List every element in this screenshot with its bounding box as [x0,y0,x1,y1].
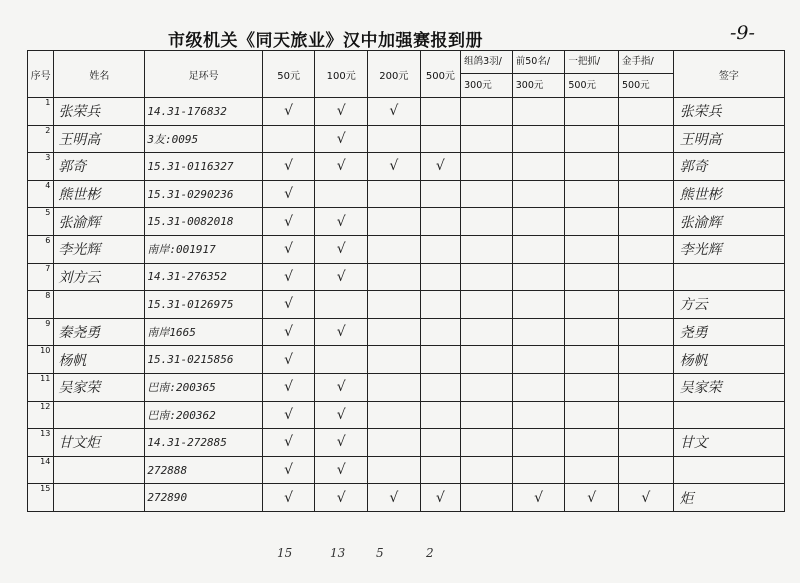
row-number: 12 [28,401,54,429]
ring-number: 南岸1665 [145,318,262,346]
check-500 [420,125,460,153]
player-name: 张荣兵 [54,98,145,126]
ring-number: 巴南:200362 [145,401,262,429]
player-name: 吴家荣 [54,373,145,401]
check-200 [368,373,421,401]
total-100: 13 [330,546,346,560]
player-name: 熊世彬 [54,180,145,208]
check-200 [368,456,421,484]
check-top50 [512,401,565,429]
check-50: √ [262,263,315,291]
signature: 郭奇 [673,153,784,181]
check-grab [565,125,619,153]
check-group3 [461,235,513,263]
check-top50: √ [512,484,565,512]
check-100: √ [315,456,368,484]
ring-number: 272890 [145,484,262,512]
col-sign: 签字 [673,51,784,98]
check-500 [420,429,460,457]
signature: 尧勇 [673,318,784,346]
check-500: √ [420,484,460,512]
signature: 吴家荣 [673,373,784,401]
signature: 炬 [673,484,784,512]
check-grab [565,291,619,319]
check-100: √ [315,235,368,263]
check-group3 [461,180,513,208]
table-row [28,346,785,374]
signature: 张渝辉 [673,208,784,236]
check-top50 [512,318,565,346]
row-number: 9 [28,318,54,346]
check-group3 [461,98,513,126]
signature: 甘文 [673,429,784,457]
check-grab [565,180,619,208]
row-number: 1 [28,98,54,126]
player-name [54,484,145,512]
check-top50 [512,180,565,208]
check-gold [618,98,673,126]
check-500 [420,456,460,484]
total-500: 2 [426,546,434,560]
check-200 [368,291,421,319]
table-row [28,98,785,126]
page-title: 市级机关《同天旅业》汉中加强赛报到册 [168,31,483,51]
row-number: 14 [28,456,54,484]
check-200 [368,208,421,236]
check-200: √ [368,98,421,126]
registration-table [27,50,785,512]
check-500 [420,208,460,236]
col-grab: 一把抓/ 500元 [565,51,619,98]
check-100 [315,291,368,319]
check-50: √ [262,180,315,208]
table-row [28,208,785,236]
col-100: 100元 [315,51,368,98]
ring-number: 14.31-276352 [145,263,262,291]
check-500 [420,98,460,126]
check-gold [618,235,673,263]
signature: 李光辉 [673,235,784,263]
check-200 [368,125,421,153]
check-50: √ [262,401,315,429]
check-100 [315,346,368,374]
check-top50 [512,98,565,126]
check-top50 [512,346,565,374]
player-name: 张渝辉 [54,208,145,236]
col-200: 200元 [368,51,421,98]
table-row [28,429,785,457]
table-row [28,291,785,319]
check-100: √ [315,153,368,181]
check-50 [262,125,315,153]
check-top50 [512,235,565,263]
check-gold [618,373,673,401]
col-ring: 足环号 [145,51,262,98]
player-name [54,401,145,429]
check-group3 [461,125,513,153]
row-number: 11 [28,373,54,401]
check-grab [565,373,619,401]
check-50: √ [262,318,315,346]
col-group3: 组鸽3羽/ 300元 [461,51,513,98]
row-number: 7 [28,263,54,291]
check-grab [565,429,619,457]
check-group3 [461,401,513,429]
signature: 熊世彬 [673,180,784,208]
check-50: √ [262,153,315,181]
player-name: 秦尧勇 [54,318,145,346]
row-number: 8 [28,291,54,319]
check-top50 [512,373,565,401]
check-group3 [461,456,513,484]
row-number: 6 [28,235,54,263]
check-50: √ [262,98,315,126]
check-group3 [461,346,513,374]
check-100: √ [315,484,368,512]
check-100 [315,180,368,208]
check-500 [420,263,460,291]
check-group3 [461,429,513,457]
check-200 [368,263,421,291]
signature: 王明高 [673,125,784,153]
ring-number: 14.31-272885 [145,429,262,457]
ring-number: 3友:0095 [145,125,262,153]
row-number: 15 [28,484,54,512]
check-top50 [512,125,565,153]
col-500: 500元 [420,51,460,98]
player-name: 王明高 [54,125,145,153]
check-grab [565,153,619,181]
table-row [28,125,785,153]
check-500 [420,373,460,401]
check-gold [618,318,673,346]
check-grab [565,318,619,346]
table-row [28,318,785,346]
check-grab [565,208,619,236]
col-50: 50元 [262,51,315,98]
check-500 [420,291,460,319]
col-name: 姓名 [54,51,145,98]
row-number: 5 [28,208,54,236]
row-number: 2 [28,125,54,153]
check-200: √ [368,153,421,181]
check-500 [420,235,460,263]
check-grab [565,98,619,126]
check-500 [420,401,460,429]
check-group3 [461,263,513,291]
check-50: √ [262,208,315,236]
check-200 [368,429,421,457]
signature: 方云 [673,291,784,319]
player-name: 李光辉 [54,235,145,263]
check-gold [618,429,673,457]
ring-number: 15.31-0215856 [145,346,262,374]
ring-number: 南岸:001917 [145,235,262,263]
row-number: 4 [28,180,54,208]
table-row [28,263,785,291]
row-number: 13 [28,429,54,457]
check-grab [565,235,619,263]
check-grab [565,456,619,484]
check-gold [618,180,673,208]
check-500 [420,346,460,374]
ring-number: 15.31-0082018 [145,208,262,236]
check-100: √ [315,401,368,429]
check-top50 [512,429,565,457]
check-grab [565,346,619,374]
check-gold [618,291,673,319]
check-50: √ [262,456,315,484]
signature [673,401,784,429]
check-100: √ [315,208,368,236]
player-name: 郭奇 [54,153,145,181]
check-500 [420,318,460,346]
check-gold [618,263,673,291]
check-500 [420,180,460,208]
check-group3 [461,373,513,401]
check-grab [565,401,619,429]
total-50: 15 [277,546,293,560]
player-name: 杨帆 [54,346,145,374]
header-row [28,51,785,98]
signature: 杨帆 [673,346,784,374]
table-row [28,401,785,429]
ring-number: 272888 [145,456,262,484]
total-200: 5 [376,546,384,560]
check-100: √ [315,125,368,153]
check-100: √ [315,318,368,346]
ring-number: 巴南:200365 [145,373,262,401]
check-100: √ [315,373,368,401]
col-top50: 前50名/ 300元 [512,51,565,98]
check-group3 [461,208,513,236]
ring-number: 14.31-176832 [145,98,262,126]
table-row [28,180,785,208]
check-top50 [512,263,565,291]
signature [673,456,784,484]
row-number: 10 [28,346,54,374]
row-number: 3 [28,153,54,181]
check-gold [618,153,673,181]
check-50: √ [262,235,315,263]
table-row [28,153,785,181]
ring-number: 15.31-0116327 [145,153,262,181]
check-200 [368,318,421,346]
check-200: √ [368,484,421,512]
ring-number: 15.31-0126975 [145,291,262,319]
check-top50 [512,456,565,484]
check-gold [618,346,673,374]
check-50: √ [262,373,315,401]
player-name [54,291,145,319]
table-row [28,484,785,512]
signature: 张荣兵 [673,98,784,126]
check-group3 [461,318,513,346]
col-seq: 序号 [28,51,54,98]
player-name: 甘文炬 [54,429,145,457]
check-gold: √ [618,484,673,512]
check-gold [618,125,673,153]
player-name [54,456,145,484]
check-top50 [512,153,565,181]
check-gold [618,456,673,484]
table-row [28,235,785,263]
check-gold [618,208,673,236]
check-200 [368,180,421,208]
check-top50 [512,208,565,236]
page-number: -9- [730,22,755,44]
table-row [28,456,785,484]
check-200 [368,401,421,429]
col-gold: 金手指/ 500元 [618,51,673,98]
table-row [28,373,785,401]
check-500: √ [420,153,460,181]
check-group3 [461,291,513,319]
check-50: √ [262,429,315,457]
check-50: √ [262,484,315,512]
check-group3 [461,153,513,181]
check-group3 [461,484,513,512]
check-200 [368,235,421,263]
player-name: 刘方云 [54,263,145,291]
check-50: √ [262,346,315,374]
check-50: √ [262,291,315,319]
check-100: √ [315,263,368,291]
check-top50 [512,291,565,319]
table-body [28,98,785,512]
check-grab [565,263,619,291]
signature [673,263,784,291]
check-gold [618,401,673,429]
check-grab: √ [565,484,619,512]
check-100: √ [315,98,368,126]
check-100: √ [315,429,368,457]
check-200 [368,346,421,374]
ring-number: 15.31-0290236 [145,180,262,208]
